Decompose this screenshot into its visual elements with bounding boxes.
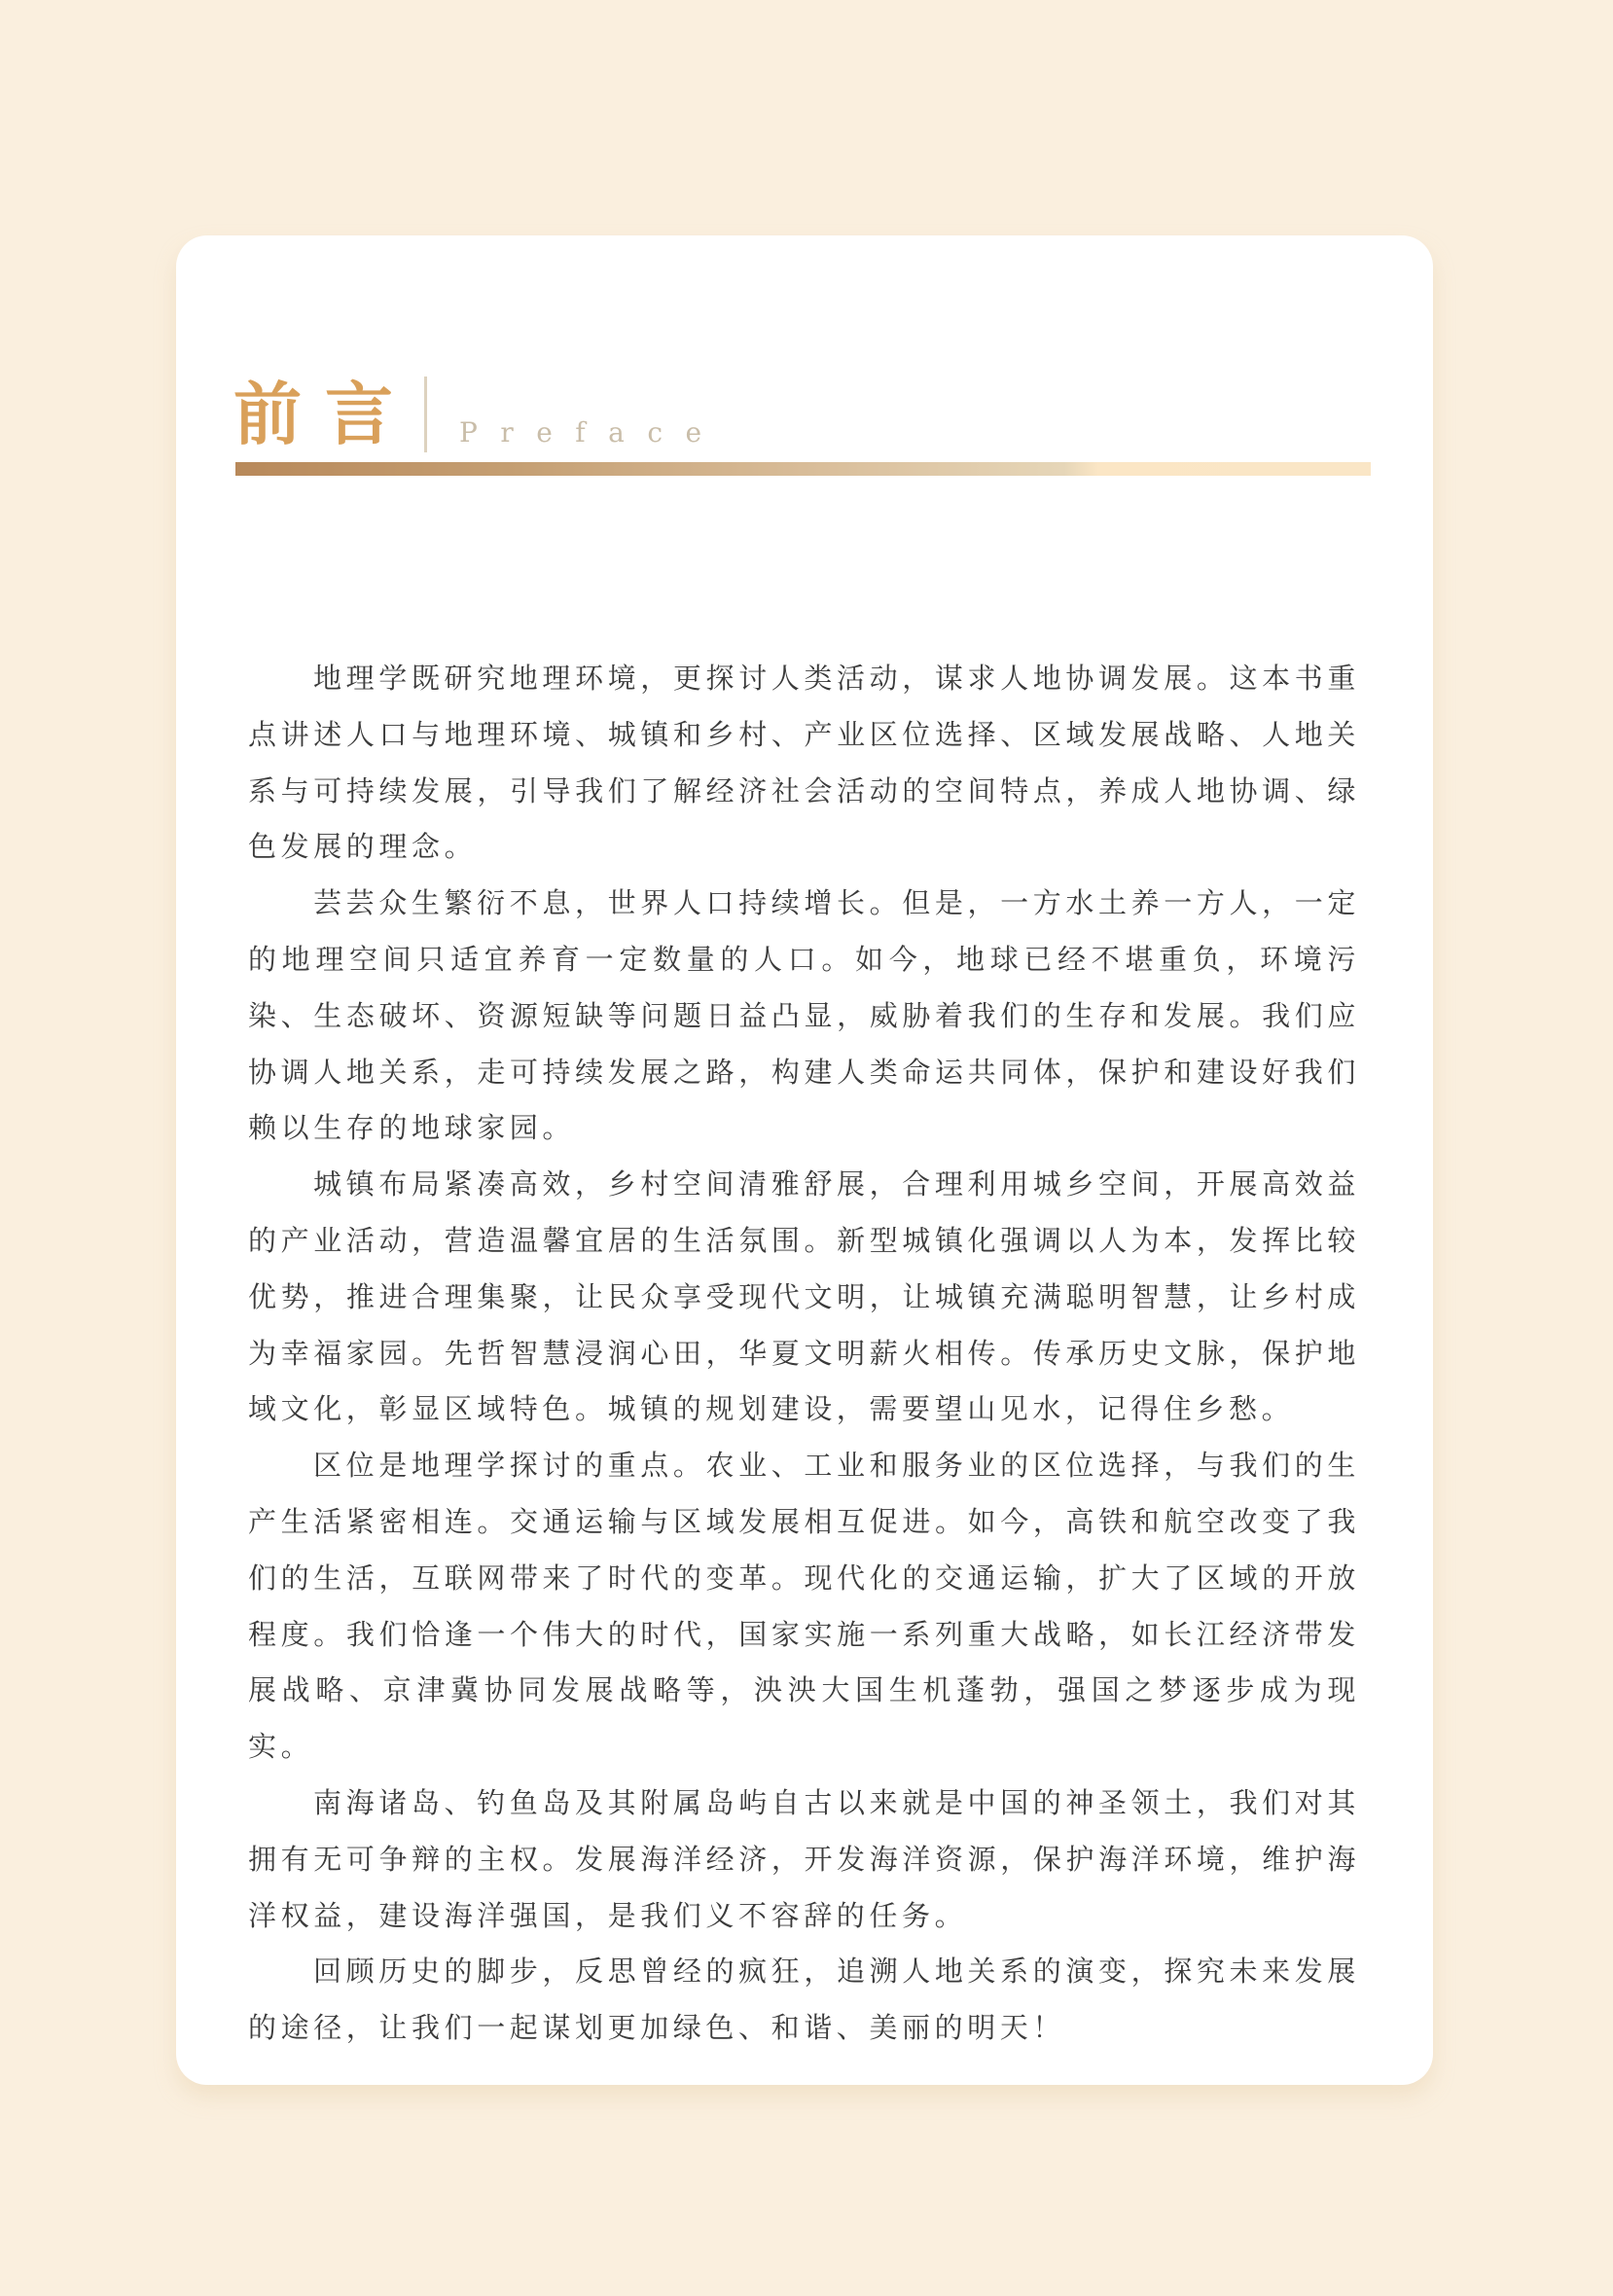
paragraph-6: 回顾历史的脚步，反思曾经的疯狂，追溯人地关系的演变，探究未来发展的途径，让我们一起谋划更加绿色、和谐、美丽的明天！	[248, 1955, 1360, 2045]
paragraph-3: 城镇布局紧凑高效，乡村空间清雅舒展，合理利用城乡空间，开展高效益的产业活动，营造温馨宜居的生活氛围。新型城镇化强调以人为本，发挥比较优势，推进合理集聚，让民众享受现代文明，让城镇充满聪明智慧，让乡村成为幸福家园。先哲智慧浸润心田，华夏文明薪火相传。传承历史文脉，保护地域文化，彰显区域特色。城镇的规划建设，需要望山见水，记得住乡愁。	[248, 1167, 1360, 1426]
heading-divider	[424, 377, 427, 452]
heading-title-en: Preface	[459, 416, 725, 448]
preface-body	[248, 651, 1360, 2057]
paragraph-5: 南海诸岛、钓鱼岛及其附属岛屿自古以来就是中国的神圣领土，我们对其拥有无可争辩的主权。发展海洋经济，开发海洋资源，保护海洋环境，维护海洋权益，建设海洋强国，是我们义不容辞的任务。	[248, 1785, 1360, 1932]
heading-gradient-bar	[235, 462, 1371, 476]
heading-title-cn: 前言	[233, 374, 416, 454]
paragraph-2: 芸芸众生繁衍不息，世界人口持续增长。但是，一方水土养一方人，一定的地理空间只适宜养育一定数量的人口。如今，地球已经不堪重负，环境污染、生态破坏、资源短缺等问题日益凸显，威胁着我们的生存和发展。我们应协调人地关系，走可持续发展之路，构建人类命运共同体，保护和建设好我们赖以生存的地球家园。	[248, 886, 1360, 1145]
paragraph-4: 区位是地理学探讨的重点。农业、工业和服务业的区位选择，与我们的生产生活紧密相连。交通运输与区域发展相互促进。如今，高铁和航空改变了我们的生活，互联网带来了时代的变革。现代化的交通运输，扩大了区域的开放程度。我们恰逢一个伟大的时代，国家实施一系列重大战略，如长江经济带发展战略、京津冀协同发展战略等，泱泱大国生机蓬勃，强国之梦逐步成为现实。	[248, 1449, 1360, 1764]
paragraph-1: 地理学既研究地理环境，更探讨人类活动，谋求人地协调发展。这本书重点讲述人口与地理环境、城镇和乡村、产业区位选择、区域发展战略、人地关系与可持续发展，引导我们了解经济社会活动的空间特点，养成人地协调、绿色发展的理念。	[248, 662, 1360, 864]
